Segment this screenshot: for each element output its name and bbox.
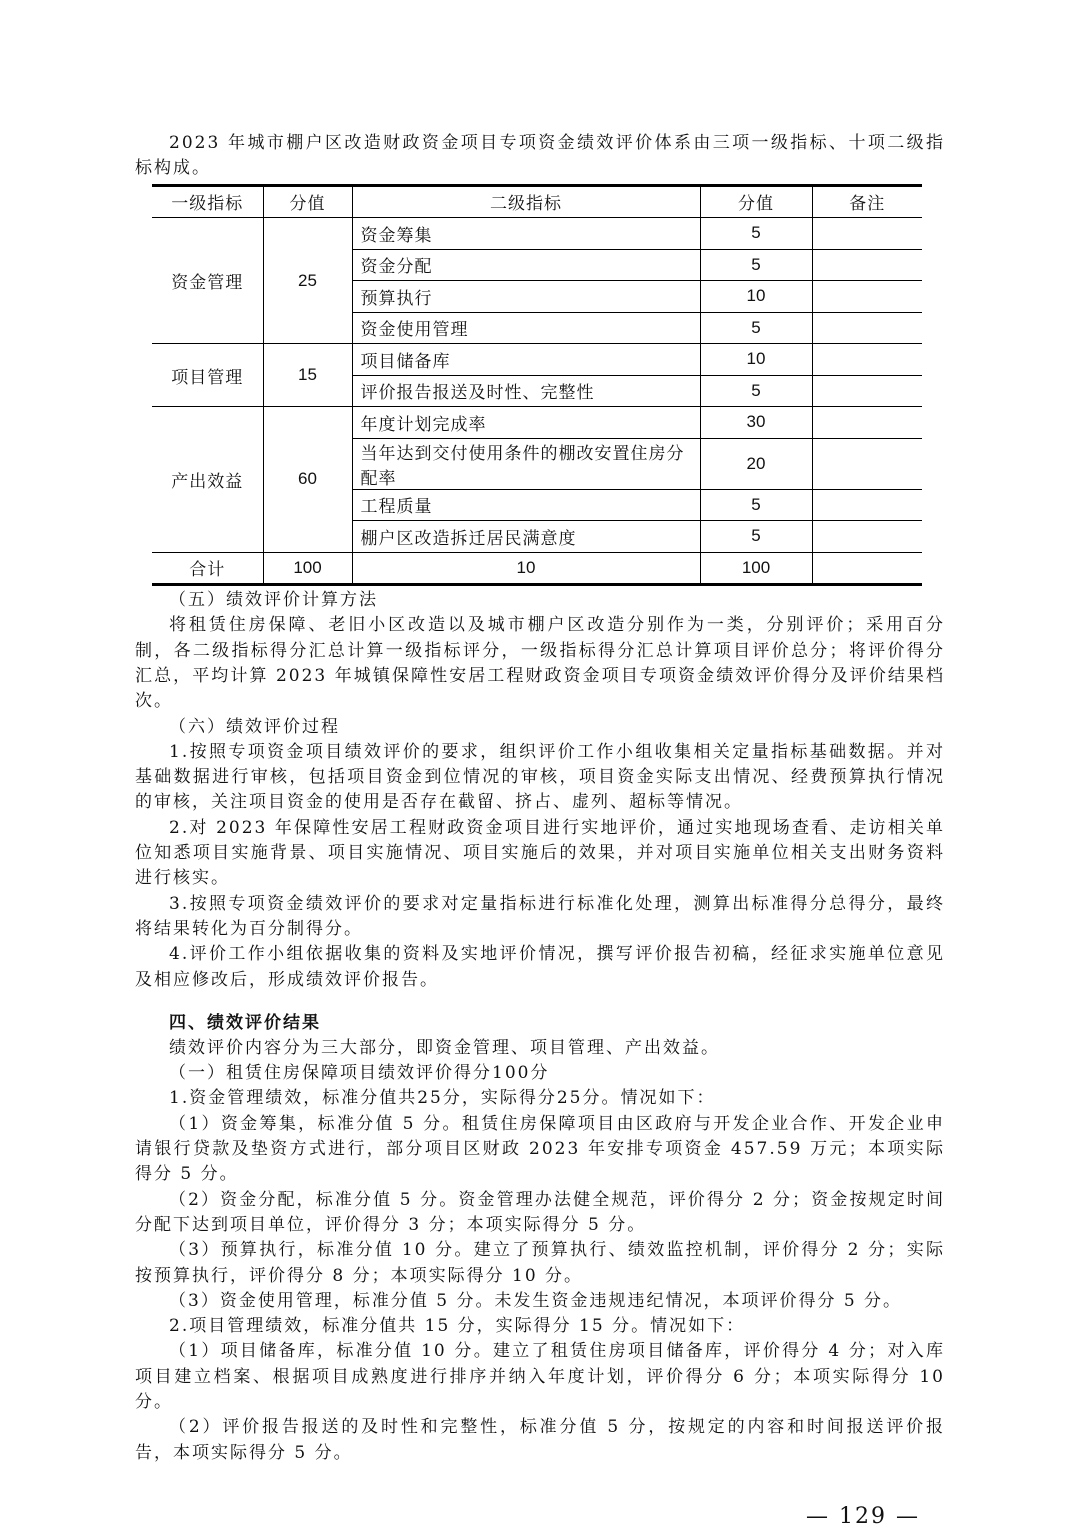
level2-score: 5 xyxy=(700,249,812,281)
level2-score: 5 xyxy=(700,218,812,250)
level2-name: 评价报告报送及时性、完整性 xyxy=(352,375,700,407)
remark-cell xyxy=(812,521,922,553)
table-row xyxy=(152,218,922,250)
header-score2: 分值 xyxy=(700,185,812,218)
level2-score: 30 xyxy=(700,407,812,439)
body-paragraph: （一）租赁住房保障项目绩效评价得分100分 xyxy=(169,1063,550,1084)
level2-score: 5 xyxy=(700,375,812,407)
body-paragraph: （3）预算执行，标准分值 10 分。建立了预算执行、绩效监控机制，评价得分 2 分；实际按预算执行，评价得分 8 分；本项实际得分 10 分。 xyxy=(135,1240,945,1286)
remark-cell xyxy=(812,375,922,407)
header-remark: 备注 xyxy=(812,185,922,218)
body-paragraph: 3.按照专项资金绩效评价的要求对定量指标进行标准化处理，测算出标准得分总得分，最终将结果转化为百分制得分。 xyxy=(135,893,945,939)
intro-paragraph: 2023 年城市棚户区改造财政资金项目专项资金绩效评价体系由三项一级指标、十项二级指标构成。 xyxy=(135,133,945,179)
level1-name: 资金管理 xyxy=(152,218,263,344)
body-paragraph: 1.按照专项资金项目绩效评价的要求，组织评价工作小组收集相关定量指标基础数据。并对基础数据进行审核，包括项目资金到位情况的审核，项目资金实际支出情况、经费预算执行情况的审核，关注项目资金的使用是否存在截留、挤占、虚列、超标等情况。 xyxy=(135,741,945,813)
level1-score: 25 xyxy=(263,218,352,344)
level1-name: 项目管理 xyxy=(152,344,263,407)
body-paragraph: 4.评价工作小组依据收集的资料及实地评价情况，撰写评价报告初稿，经征求实施单位意见及相应修改后，形成绩效评价报告。 xyxy=(135,944,945,990)
level2-score: 20 xyxy=(700,438,812,489)
header-level2: 二级指标 xyxy=(352,185,700,218)
body-paragraph: 2.对 2023 年保障性安居工程财政资金项目进行实地评价，通过实地现场查看、走访相关单位知悉项目实施背景、项目实施情况、项目实施后的效果，并对项目实施单位相关支出财务资料进行核实。 xyxy=(135,817,945,889)
remark-cell xyxy=(812,489,922,521)
indicator-table xyxy=(152,184,922,587)
level2-name: 项目储备库 xyxy=(352,344,700,376)
level2-name: 当年达到交付使用条件的棚改安置住房分配率 xyxy=(352,438,700,489)
remark-cell xyxy=(812,312,922,344)
level2-score: 10 xyxy=(700,344,812,376)
total-score2: 100 xyxy=(700,552,812,585)
level2-score: 5 xyxy=(700,521,812,553)
level1-score: 60 xyxy=(263,407,352,553)
level1-name: 产出效益 xyxy=(152,407,263,553)
page-number: — 129 — xyxy=(806,1503,920,1529)
body-paragraph: 2.项目管理绩效，标准分值共 15 分，实际得分 15 分。情况如下： xyxy=(169,1316,746,1337)
body-paragraph: （3）资金使用管理，标准分值 5 分。未发生资金违规违纪情况，本项评价得分 5 分。 xyxy=(169,1290,903,1311)
body-paragraph: 1.资金管理绩效，标准分值共25分，实际得分25分。情况如下： xyxy=(169,1088,716,1109)
table-row xyxy=(152,407,922,439)
level2-name: 工程质量 xyxy=(352,489,700,521)
remark-cell xyxy=(812,407,922,439)
document-page xyxy=(135,131,945,1532)
total-label: 合计 xyxy=(152,552,263,585)
total-row xyxy=(152,552,922,585)
level2-name: 资金分配 xyxy=(352,249,700,281)
total-count: 10 xyxy=(352,552,700,585)
body-paragraph: 绩效评价内容分为三大部分，即资金管理、项目管理、产出效益。 xyxy=(169,1037,720,1058)
level2-name: 棚户区改造拆迁居民满意度 xyxy=(352,521,700,553)
remark-cell xyxy=(812,218,922,250)
body-paragraph: （1）项目储备库，标准分值 10 分。建立了租赁住房项目储备库，评价得分 4 分；对入库项目建立档案、根据项目成熟度进行排序并纳入年度计划，评价得分 6 分；本项实际得分 10 分。 xyxy=(135,1341,945,1412)
remark-cell xyxy=(812,344,922,376)
body-paragraph: （六）绩效评价过程 xyxy=(169,716,340,737)
remark-cell xyxy=(812,438,922,489)
header-level1: 一级指标 xyxy=(152,185,263,218)
level2-score: 5 xyxy=(700,489,812,521)
table-row xyxy=(152,344,922,376)
body-paragraph: （1）资金筹集，标准分值 5 分。租赁住房保障项目由区政府与开发企业合作、开发企业申请银行贷款及垫资方式进行，部分项目区财政 2023 年安排专项资金 457.59 万元；本项实际得分 5 分。 xyxy=(135,1113,945,1185)
level2-name: 年度计划完成率 xyxy=(352,407,700,439)
remark-cell xyxy=(812,552,922,585)
section-heading: 四、绩效评价结果 xyxy=(169,1012,321,1033)
remark-cell xyxy=(812,281,922,313)
body-paragraph: （2）评价报告报送的及时性和完整性，标准分值 5 分，按规定的内容和时间报送评价报告，本项实际得分 5 分。 xyxy=(135,1417,945,1463)
level2-score: 10 xyxy=(700,281,812,313)
body-paragraph: （五）绩效评价计算方法 xyxy=(169,590,378,611)
level2-name: 资金使用管理 xyxy=(352,312,700,344)
level2-name: 预算执行 xyxy=(352,281,700,313)
body-paragraph: （2）资金分配，标准分值 5 分。资金管理办法健全规范，评价得分 2 分；资金按规定时间分配下达到项目单位，评价得分 3 分；本项实际得分 5 分。 xyxy=(135,1189,945,1235)
body-paragraph: 将租赁住房保障、老旧小区改造以及城市棚户区改造分别作为一类，分别评价；采用百分制，各二级指标得分汇总计算一级指标评分，一级指标得分汇总计算项目评价总分；将评价得分汇总，平均计算 2023 年城镇保障性安居工程财政资金项目专项资金绩效评价得分及评价结果档次。 xyxy=(135,615,945,712)
total-score: 100 xyxy=(263,552,352,585)
level2-score: 5 xyxy=(700,312,812,344)
remark-cell xyxy=(812,249,922,281)
level1-score: 15 xyxy=(263,344,352,407)
level2-name: 资金筹集 xyxy=(352,218,700,250)
header-score: 分值 xyxy=(263,185,352,218)
